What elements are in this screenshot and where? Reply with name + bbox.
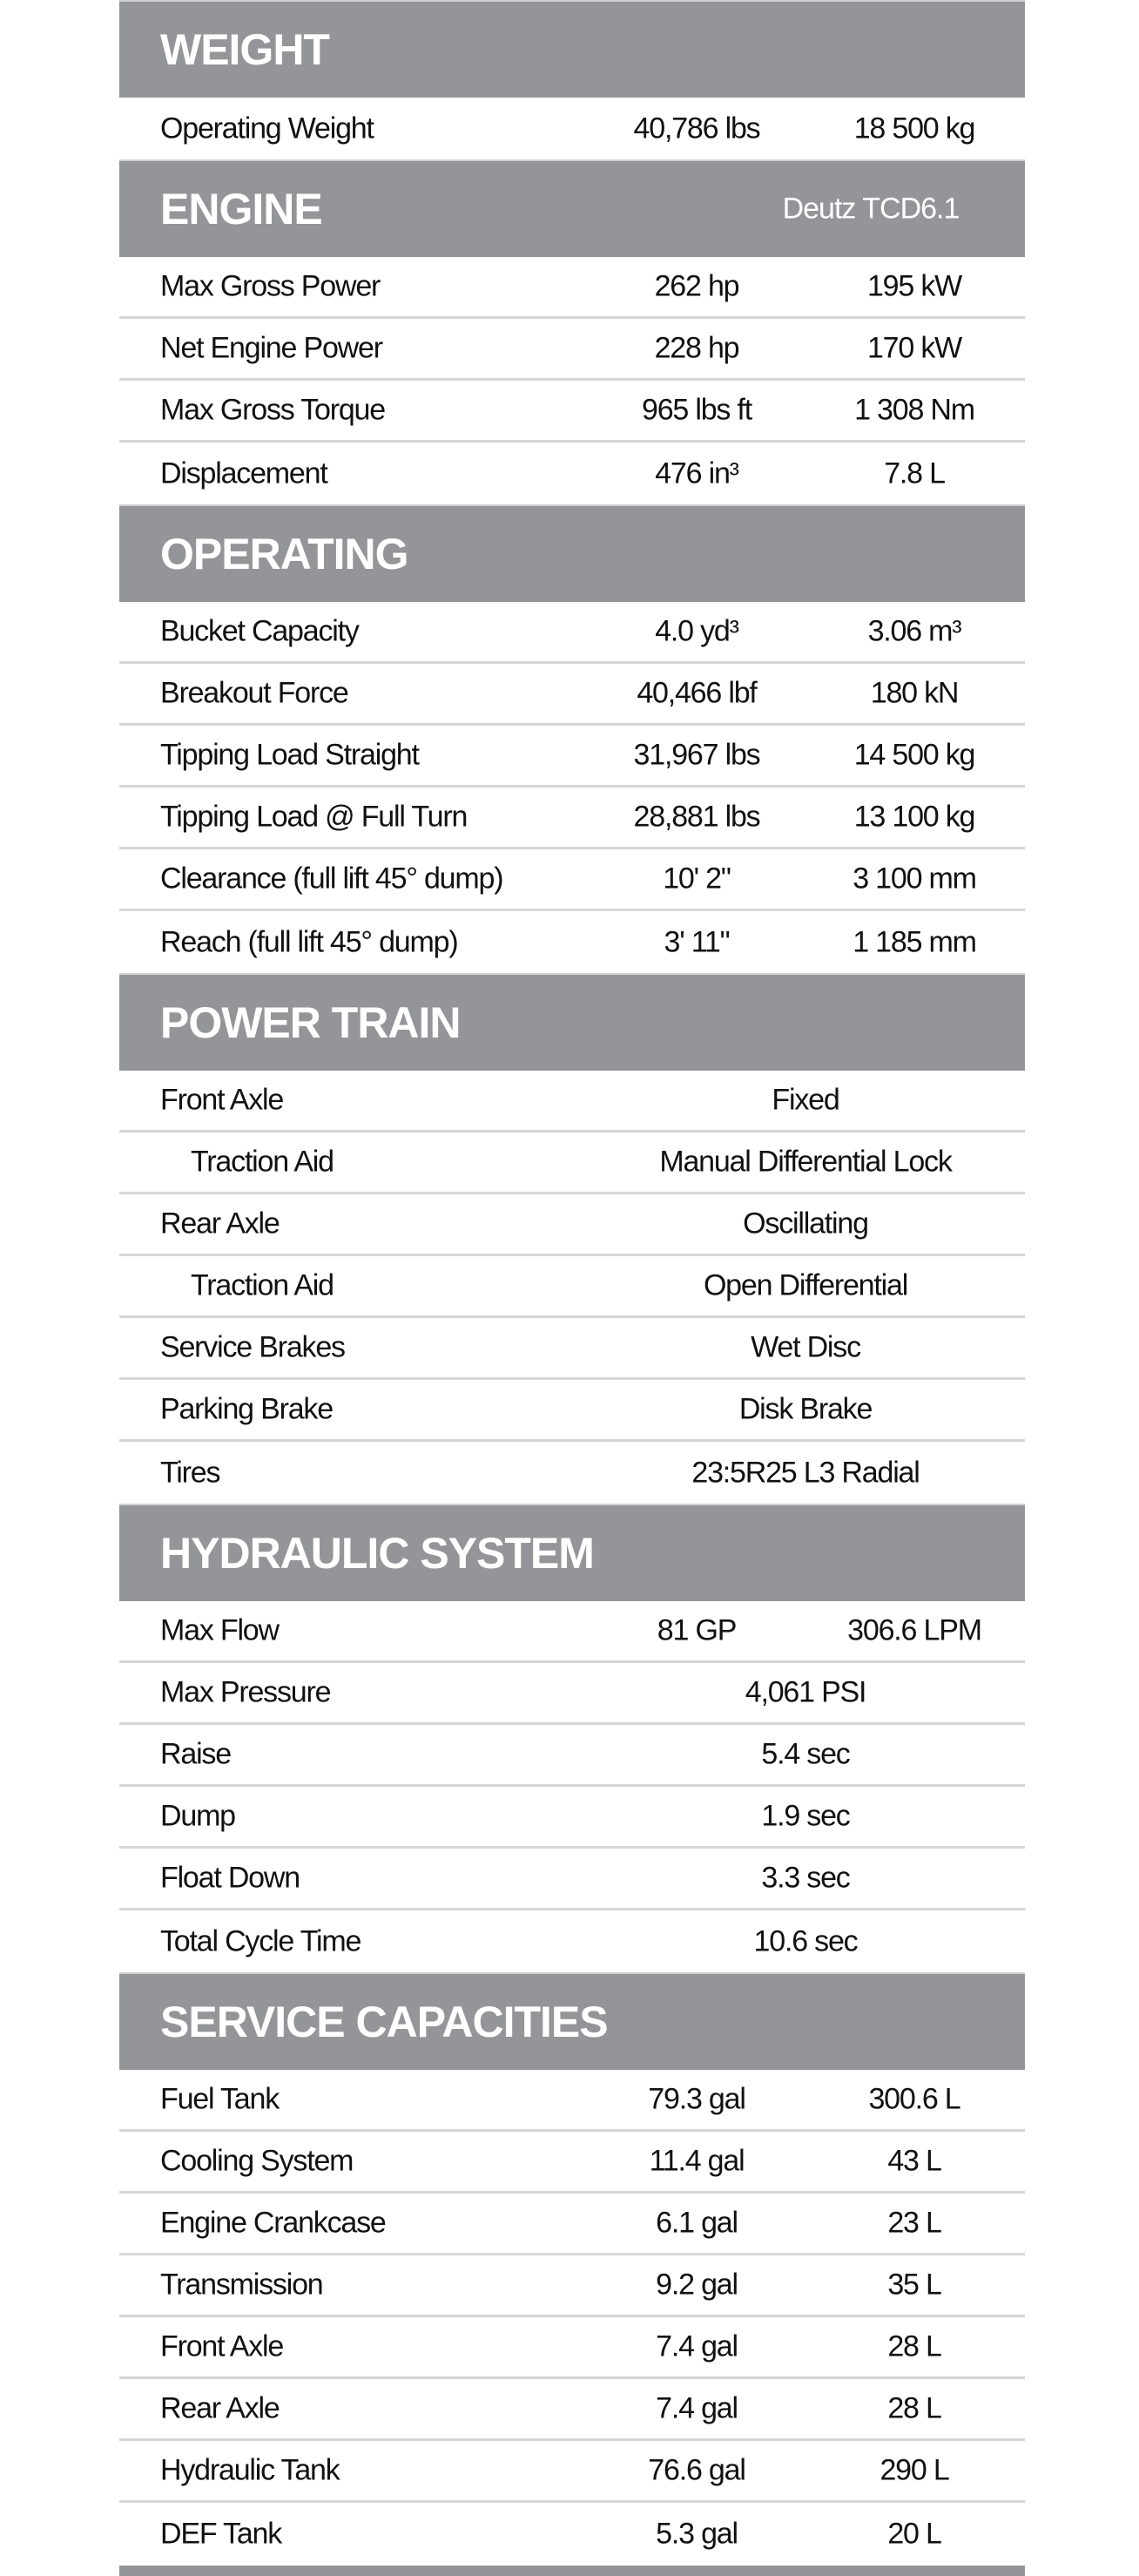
spec-label: Max Pressure [160, 1675, 331, 1709]
spec-value-metric: 14 500 kg [853, 738, 975, 772]
spec-section [119, 159, 1025, 504]
spec-row [119, 1910, 1025, 1972]
spec-row [119, 726, 1025, 788]
spec-label: Net Engine Power [160, 331, 382, 365]
spec-value-metric: 43 L [887, 2144, 941, 2178]
spec-label: Hydraulic Tank [160, 2453, 340, 2487]
section-header [119, 1504, 1025, 1601]
spec-label: Rear Axle [160, 1207, 280, 1241]
section-title: POWER TRAIN [160, 998, 461, 1047]
spec-label: Max Gross Torque [160, 393, 385, 427]
spec-value-metric: 28 L [887, 2391, 941, 2425]
spec-row [119, 2379, 1025, 2441]
spec-value: 3.3 sec [761, 1861, 850, 1895]
spec-row [119, 2317, 1025, 2379]
section-title: HYDRAULIC SYSTEM [160, 1529, 594, 1578]
section-header [119, 504, 1025, 602]
spec-label: Transmission [160, 2268, 323, 2302]
spec-label: Tipping Load Straight [160, 738, 419, 772]
spec-row [119, 1132, 1025, 1194]
spec-row [119, 1071, 1025, 1132]
spec-label: Displacement [160, 456, 327, 490]
spec-row [119, 1318, 1025, 1380]
section-header [119, 1972, 1025, 2070]
spec-label: Clearance (full lift 45° dump) [160, 862, 503, 896]
spec-value-metric: 7.8 L [884, 456, 945, 490]
spec-label: Cooling System [160, 2144, 354, 2178]
spec-label: DEF Tank [160, 2517, 282, 2550]
spec-label: Traction Aid [191, 1268, 334, 1302]
spec-row [119, 443, 1025, 504]
spec-value-imperial: 10' 2" [663, 862, 731, 896]
section-title: WEIGHT [160, 25, 329, 74]
spec-row [119, 602, 1025, 664]
spec-value-imperial: 40,786 lbs [633, 112, 760, 145]
spec-row [119, 381, 1025, 443]
spec-row [119, 257, 1025, 319]
spec-label: Rear Axle [160, 2391, 280, 2425]
spec-value-imperial: 262 hp [654, 269, 739, 303]
spec-row [119, 98, 1025, 159]
spec-row [119, 2255, 1025, 2317]
spec-row [119, 2070, 1025, 2132]
spec-row [119, 1601, 1025, 1663]
spec-label: Bucket Capacity [160, 614, 359, 648]
spec-value-imperial: 965 lbs ft [642, 393, 751, 427]
spec-row [119, 664, 1025, 726]
spec-section [119, 1972, 1025, 2565]
spec-value-imperial: 7.4 gal [656, 2391, 738, 2425]
spec-row [119, 1663, 1025, 1725]
bottom-divider [119, 2566, 1025, 2576]
spec-value-metric: 306.6 LPM [847, 1613, 981, 1647]
spec-row [119, 1194, 1025, 1256]
spec-section [119, 504, 1025, 973]
spec-value-metric: 3 100 mm [853, 862, 976, 896]
spec-label: Dump [160, 1799, 235, 1833]
spec-value-imperial: 3' 11" [664, 925, 730, 958]
spec-value-imperial: 79.3 gal [648, 2082, 745, 2116]
spec-value-metric: 23 L [887, 2206, 941, 2240]
spec-value: Oscillating [743, 1207, 868, 1241]
spec-row [119, 2503, 1025, 2565]
spec-value-imperial: 5.3 gal [656, 2517, 738, 2550]
spec-label: Total Cycle Time [160, 1924, 361, 1957]
spec-value: 5.4 sec [761, 1737, 850, 1771]
spec-row [119, 1380, 1025, 1442]
spec-value-metric: 300.6 L [868, 2082, 960, 2116]
spec-row [119, 1256, 1025, 1318]
spec-value: Wet Disc [751, 1330, 860, 1364]
spec-label: Float Down [160, 1861, 300, 1895]
spec-value-metric: 20 L [887, 2517, 941, 2550]
spec-value-imperial: 31,967 lbs [633, 738, 760, 772]
section-header [119, 159, 1025, 257]
spec-label: Service Brakes [160, 1330, 345, 1364]
spec-label: Front Axle [160, 1083, 284, 1117]
section-title: OPERATING [160, 530, 408, 578]
spec-value: Fixed [772, 1083, 839, 1117]
spec-value: Disk Brake [738, 1392, 873, 1426]
spec-value-imperial: 4.0 yd³ [655, 614, 738, 648]
spec-value-metric: 3.06 m³ [867, 614, 961, 648]
section-title: SERVICE CAPACITIES [160, 1998, 608, 2046]
spec-row [119, 849, 1025, 911]
spec-row [119, 1787, 1025, 1849]
spec-label: Max Gross Power [160, 269, 381, 303]
spec-value-metric: 180 kN [870, 676, 959, 710]
spec-label: Front Axle [160, 2329, 284, 2363]
spec-label: Max Flow [160, 1613, 279, 1647]
section-subtitle: Deutz TCD6.1 [782, 192, 960, 226]
spec-row [119, 788, 1025, 849]
spec-value-imperial: 7.4 gal [656, 2329, 738, 2363]
spec-value: 23:5R25 L3 Radial [691, 1456, 920, 1489]
spec-label: Fuel Tank [160, 2082, 279, 2116]
spec-row [119, 2194, 1025, 2255]
spec-section [119, 1504, 1025, 1972]
spec-value-metric: 35 L [887, 2268, 941, 2302]
spec-section [119, 0, 1025, 159]
spec-value-metric: 1 185 mm [853, 925, 976, 958]
spec-value-imperial: 81 GP [657, 1613, 737, 1647]
spec-row [119, 911, 1025, 973]
spec-value-metric: 28 L [887, 2329, 941, 2363]
spec-row [119, 2132, 1025, 2194]
spec-value-metric: 170 kW [866, 331, 962, 365]
spec-row [119, 1725, 1025, 1787]
spec-label: Engine Crankcase [160, 2206, 386, 2240]
spec-label: Traction Aid [191, 1145, 334, 1179]
section-title: ENGINE [160, 185, 322, 233]
spec-value-imperial: 228 hp [654, 331, 739, 365]
spec-value-metric: 290 L [880, 2453, 949, 2487]
section-header [119, 973, 1025, 1071]
spec-value: 4,061 PSI [745, 1675, 866, 1709]
spec-row [119, 2441, 1025, 2503]
spec-value-imperial: 40,466 lbf [637, 676, 757, 710]
spec-value-imperial: 28,881 lbs [633, 800, 760, 834]
spec-label: Breakout Force [160, 676, 348, 710]
spec-row [119, 319, 1025, 381]
spec-value-metric: 1 308 Nm [854, 393, 974, 427]
spec-label: Raise [160, 1737, 231, 1771]
spec-label: Tires [160, 1456, 220, 1489]
spec-value-imperial: 6.1 gal [656, 2206, 738, 2240]
spec-value-imperial: 476 in³ [655, 456, 738, 490]
section-header [119, 0, 1025, 98]
spec-value-imperial: 76.6 gal [648, 2453, 745, 2487]
spec-value-imperial: 9.2 gal [656, 2268, 738, 2302]
spec-value: Manual Differential Lock [659, 1145, 952, 1179]
spec-value: Open Differential [703, 1268, 908, 1302]
spec-value-metric: 18 500 kg [853, 112, 975, 145]
spec-value-metric: 13 100 kg [853, 800, 975, 834]
spec-label: Reach (full lift 45° dump) [160, 925, 458, 958]
spec-label: Parking Brake [160, 1392, 333, 1426]
spec-row [119, 1849, 1025, 1910]
spec-row [119, 1442, 1025, 1504]
spec-value: 1.9 sec [761, 1799, 850, 1833]
spec-value: 10.6 sec [753, 1924, 858, 1957]
spec-section [119, 973, 1025, 1504]
spec-table [119, 0, 1025, 2565]
spec-value-metric: 195 kW [866, 269, 962, 303]
spec-value-imperial: 11.4 gal [649, 2144, 745, 2178]
spec-label: Tipping Load @ Full Turn [160, 800, 468, 834]
spec-label: Operating Weight [160, 112, 374, 145]
